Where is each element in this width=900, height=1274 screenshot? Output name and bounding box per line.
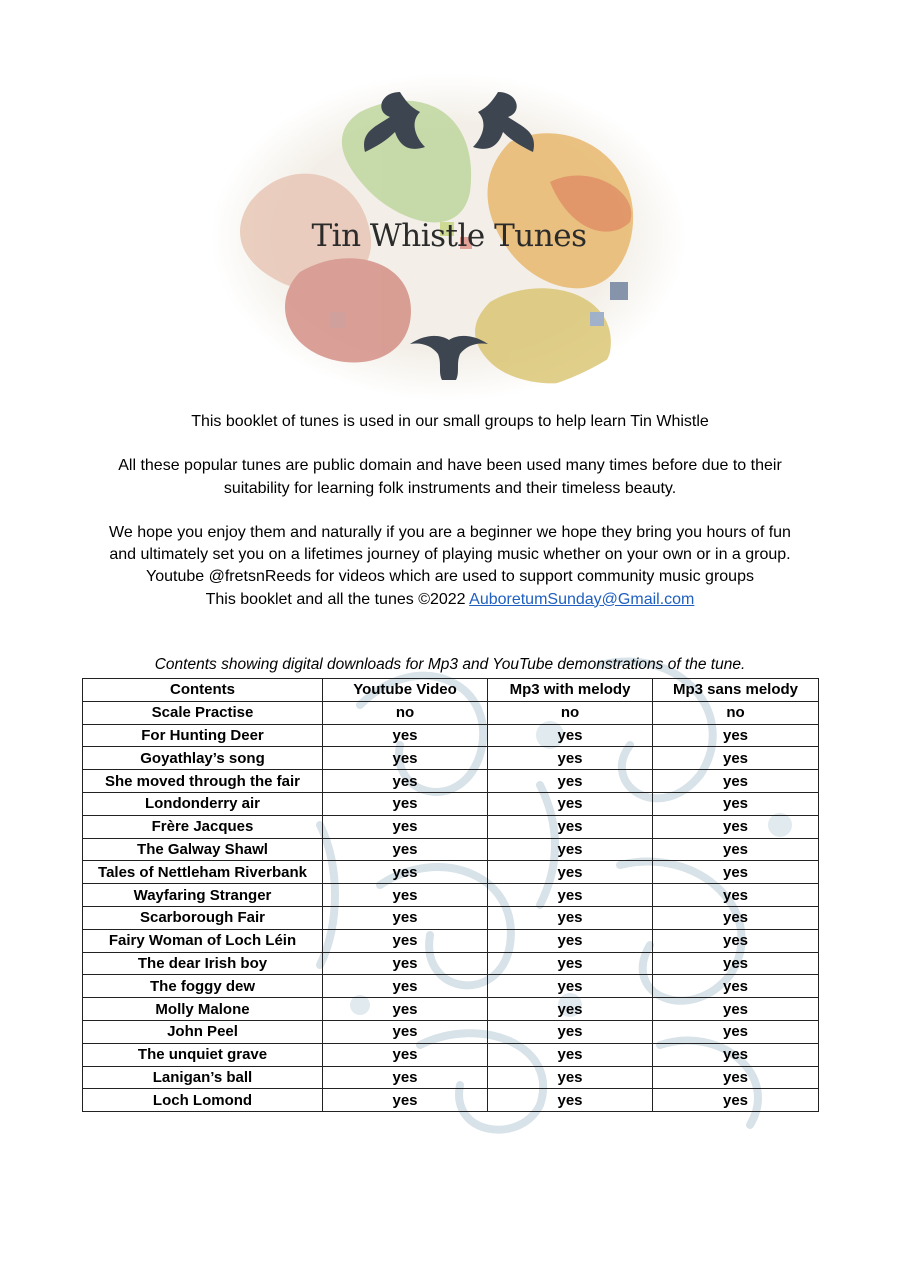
table-row — [83, 884, 819, 907]
tune-name-cell: She moved through the fair — [83, 770, 323, 793]
table-row — [83, 724, 819, 747]
tune-name-cell: Lanigan’s ball — [83, 1066, 323, 1089]
availability-cell: yes — [653, 952, 819, 975]
availability-cell: yes — [323, 975, 488, 998]
availability-cell: yes — [323, 770, 488, 793]
table-row — [83, 747, 819, 770]
availability-cell: yes — [323, 884, 488, 907]
availability-cell: yes — [653, 724, 819, 747]
availability-cell: no — [488, 701, 653, 724]
tune-name-cell: Loch Lomond — [83, 1089, 323, 1112]
table-row — [83, 770, 819, 793]
availability-cell: yes — [653, 838, 819, 861]
tune-name-cell: Molly Malone — [83, 998, 323, 1021]
table-caption: Contents showing digital downloads for Mp3 and YouTube demonstrations of the tune. — [154, 656, 746, 673]
availability-cell: yes — [653, 998, 819, 1021]
availability-cell: yes — [488, 770, 653, 793]
availability-cell: yes — [488, 1089, 653, 1112]
tune-name-cell: Fairy Woman of Loch Léin — [83, 929, 323, 952]
column-header: Mp3 with melody — [488, 679, 653, 702]
availability-cell: yes — [653, 975, 819, 998]
availability-cell: yes — [488, 884, 653, 907]
availability-cell: yes — [488, 724, 653, 747]
availability-cell: yes — [488, 1043, 653, 1066]
availability-cell: yes — [323, 906, 488, 929]
table-row — [83, 1043, 819, 1066]
availability-cell: yes — [653, 792, 819, 815]
table-row — [83, 838, 819, 861]
table-row — [83, 792, 819, 815]
table-row — [83, 906, 819, 929]
table-row — [83, 1020, 819, 1043]
table-row — [83, 1066, 819, 1089]
intro-paragraph: This booklet of tunes is used in our small groups to help learn Tin Whistle — [191, 413, 709, 430]
availability-cell: yes — [488, 1066, 653, 1089]
availability-cell: yes — [488, 998, 653, 1021]
availability-cell: yes — [488, 952, 653, 975]
tune-name-cell: The dear Irish boy — [83, 952, 323, 975]
availability-cell: yes — [323, 724, 488, 747]
availability-cell: yes — [488, 975, 653, 998]
table-row — [83, 1089, 819, 1112]
table-row — [83, 815, 819, 838]
copyright-line — [60, 589, 840, 611]
table-row — [83, 861, 819, 884]
availability-cell: yes — [323, 792, 488, 815]
availability-cell: yes — [653, 815, 819, 838]
availability-cell: yes — [323, 998, 488, 1021]
tune-name-cell: For Hunting Deer — [83, 724, 323, 747]
tune-name-cell: Goyathlay’s song — [83, 747, 323, 770]
table-row — [83, 929, 819, 952]
availability-cell: yes — [488, 1020, 653, 1043]
tune-name-cell: The unquiet grave — [83, 1043, 323, 1066]
intro-line: and ultimately set you on a lifetimes journey of playing music whether on your own or in a group. — [109, 546, 791, 564]
availability-cell: yes — [323, 1066, 488, 1089]
table-row — [83, 998, 819, 1021]
table-row — [83, 701, 819, 724]
availability-cell: yes — [488, 838, 653, 861]
availability-cell: yes — [653, 906, 819, 929]
contents-table — [82, 678, 819, 1112]
availability-cell: yes — [653, 929, 819, 952]
page-title: Tin Whistle Tunes — [311, 218, 587, 254]
email-link[interactable]: AuboretumSunday@Gmail.com — [469, 590, 695, 608]
availability-cell: yes — [323, 929, 488, 952]
table-row — [83, 952, 819, 975]
table-row — [83, 975, 819, 998]
intro-line: suitability for learning folk instruments and their timeless beauty. — [223, 479, 677, 497]
availability-cell: no — [323, 701, 488, 724]
availability-cell: yes — [488, 792, 653, 815]
column-header: Youtube Video — [323, 679, 488, 702]
availability-cell: yes — [488, 929, 653, 952]
availability-cell: yes — [323, 952, 488, 975]
intro-line: All these popular tunes are public domain and have been used many times before due to their — [118, 457, 782, 475]
availability-cell: yes — [653, 770, 819, 793]
availability-cell: yes — [323, 1043, 488, 1066]
tune-name-cell: The foggy dew — [83, 975, 323, 998]
tune-name-cell: John Peel — [83, 1020, 323, 1043]
availability-cell: yes — [323, 1020, 488, 1043]
availability-cell: yes — [323, 1089, 488, 1112]
column-header: Mp3 sans melody — [653, 679, 819, 702]
availability-cell: yes — [488, 906, 653, 929]
availability-cell: yes — [323, 815, 488, 838]
availability-cell: yes — [653, 1020, 819, 1043]
intro-line: Youtube @fretsnReeds for videos which are used to support community music groups — [146, 568, 754, 586]
availability-cell: yes — [653, 747, 819, 770]
tune-name-cell: Scarborough Fair — [83, 906, 323, 929]
copyright-text: This booklet and all the tunes ©2022 — [205, 590, 470, 608]
availability-cell: yes — [488, 815, 653, 838]
availability-cell: yes — [323, 861, 488, 884]
availability-cell: yes — [488, 747, 653, 770]
tune-name-cell: Frère Jacques — [83, 815, 323, 838]
intro-text — [60, 411, 840, 611]
intro-line: We hope you enjoy them and naturally if you are a beginner we hope they bring you hours of fun — [109, 523, 791, 541]
tune-name-cell: Londonderry air — [83, 792, 323, 815]
tune-name-cell: Scale Practise — [83, 701, 323, 724]
availability-cell: no — [653, 701, 819, 724]
availability-cell: yes — [653, 861, 819, 884]
availability-cell: yes — [653, 1089, 819, 1112]
availability-cell: yes — [488, 861, 653, 884]
tune-name-cell: Tales of Nettleham Riverbank — [83, 861, 323, 884]
table-header-row — [83, 679, 819, 702]
availability-cell: yes — [653, 1043, 819, 1066]
tune-name-cell: Wayfaring Stranger — [83, 884, 323, 907]
tune-name-cell: The Galway Shawl — [83, 838, 323, 861]
availability-cell: yes — [653, 884, 819, 907]
availability-cell: yes — [323, 838, 488, 861]
column-header: Contents — [83, 679, 323, 702]
availability-cell: yes — [653, 1066, 819, 1089]
availability-cell: yes — [323, 747, 488, 770]
